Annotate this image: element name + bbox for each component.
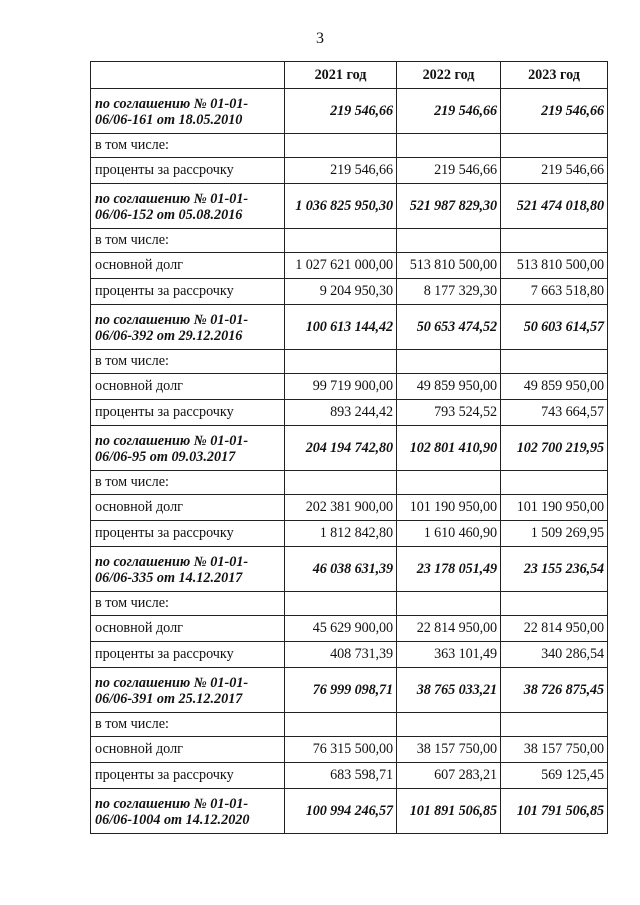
- value-2023: 101 791 506,85: [501, 789, 608, 834]
- debt-table: [90, 61, 608, 834]
- row-label: в том числе:: [91, 134, 285, 158]
- value-2021: 76 999 098,71: [285, 668, 397, 713]
- value-2022: 22 814 950,00: [397, 616, 501, 642]
- value-2021: 893 244,42: [285, 400, 397, 426]
- value-2021: [285, 713, 397, 737]
- agreement-row: [91, 547, 608, 592]
- value-2023: 50 603 614,57: [501, 305, 608, 350]
- value-2022: 49 859 950,00: [397, 374, 501, 400]
- table-row: [91, 642, 608, 668]
- row-label: в том числе:: [91, 229, 285, 253]
- value-2023: 569 125,45: [501, 763, 608, 789]
- agreement-row: [91, 668, 608, 713]
- subheading-row: [91, 134, 608, 158]
- value-2021: 45 629 900,00: [285, 616, 397, 642]
- value-2022: 38 157 750,00: [397, 737, 501, 763]
- value-2021: [285, 229, 397, 253]
- value-2021: 219 546,66: [285, 158, 397, 184]
- table-row: [91, 158, 608, 184]
- value-2021: 100 613 144,42: [285, 305, 397, 350]
- value-2022: 23 178 051,49: [397, 547, 501, 592]
- value-2023: 1 509 269,95: [501, 521, 608, 547]
- value-2023: 49 859 950,00: [501, 374, 608, 400]
- header-year-2023: 2023 год: [501, 62, 608, 89]
- row-label: в том числе:: [91, 471, 285, 495]
- value-2023: 102 700 219,95: [501, 426, 608, 471]
- value-2022: 8 177 329,30: [397, 279, 501, 305]
- table-row: [91, 495, 608, 521]
- row-label: основной долг: [91, 374, 285, 400]
- value-2023: [501, 134, 608, 158]
- value-2022: 363 101,49: [397, 642, 501, 668]
- table-row: [91, 374, 608, 400]
- row-label: по соглашению № 01-01-06/06-392 от 29.12.2016: [91, 305, 285, 350]
- value-2022: 50 653 474,52: [397, 305, 501, 350]
- row-label: по соглашению № 01-01-06/06-95 от 09.03.2017: [91, 426, 285, 471]
- subheading-row: [91, 229, 608, 253]
- value-2022: [397, 471, 501, 495]
- value-2023: 513 810 500,00: [501, 253, 608, 279]
- value-2021: 99 719 900,00: [285, 374, 397, 400]
- value-2021: 1 036 825 950,30: [285, 184, 397, 229]
- subheading-row: [91, 592, 608, 616]
- value-2022: [397, 592, 501, 616]
- value-2022: 793 524,52: [397, 400, 501, 426]
- row-label: проценты за рассрочку: [91, 400, 285, 426]
- value-2023: 23 155 236,54: [501, 547, 608, 592]
- agreement-row: [91, 89, 608, 134]
- value-2022: 101 190 950,00: [397, 495, 501, 521]
- row-label: основной долг: [91, 616, 285, 642]
- value-2021: 46 038 631,39: [285, 547, 397, 592]
- row-label: основной долг: [91, 495, 285, 521]
- value-2021: [285, 350, 397, 374]
- row-label: в том числе:: [91, 592, 285, 616]
- row-label: основной долг: [91, 253, 285, 279]
- table-row: [91, 616, 608, 642]
- value-2021: 1 812 842,80: [285, 521, 397, 547]
- value-2023: 340 286,54: [501, 642, 608, 668]
- value-2022: 607 283,21: [397, 763, 501, 789]
- agreement-row: [91, 305, 608, 350]
- row-label: проценты за рассрочку: [91, 279, 285, 305]
- agreement-row: [91, 426, 608, 471]
- value-2023: 219 546,66: [501, 89, 608, 134]
- value-2023: 101 190 950,00: [501, 495, 608, 521]
- row-label: по соглашению № 01-01-06/06-161 от 18.05.2010: [91, 89, 285, 134]
- subheading-row: [91, 471, 608, 495]
- value-2022: 219 546,66: [397, 158, 501, 184]
- row-label: по соглашению № 01-01-06/06-335 от 14.12.2017: [91, 547, 285, 592]
- value-2021: 202 381 900,00: [285, 495, 397, 521]
- value-2023: 7 663 518,80: [501, 279, 608, 305]
- value-2023: 521 474 018,80: [501, 184, 608, 229]
- value-2022: [397, 134, 501, 158]
- value-2021: 9 204 950,30: [285, 279, 397, 305]
- value-2023: 38 157 750,00: [501, 737, 608, 763]
- value-2023: 22 814 950,00: [501, 616, 608, 642]
- value-2022: [397, 713, 501, 737]
- value-2022: 1 610 460,90: [397, 521, 501, 547]
- agreement-row: [91, 184, 608, 229]
- value-2021: [285, 471, 397, 495]
- value-2022: 101 891 506,85: [397, 789, 501, 834]
- header-year-2022: 2022 год: [397, 62, 501, 89]
- table-row: [91, 279, 608, 305]
- page-number: 3: [316, 30, 324, 47]
- row-label: в том числе:: [91, 350, 285, 374]
- row-label: проценты за рассрочку: [91, 158, 285, 184]
- table-body: [91, 89, 608, 834]
- value-2023: [501, 229, 608, 253]
- row-label: по соглашению № 01-01-06/06-152 от 05.08.2016: [91, 184, 285, 229]
- table-row: [91, 400, 608, 426]
- value-2021: [285, 592, 397, 616]
- row-label: проценты за рассрочку: [91, 521, 285, 547]
- value-2022: 38 765 033,21: [397, 668, 501, 713]
- agreement-row: [91, 789, 608, 834]
- value-2022: 102 801 410,90: [397, 426, 501, 471]
- table-row: [91, 521, 608, 547]
- header-year-2021: 2021 год: [285, 62, 397, 89]
- value-2022: 219 546,66: [397, 89, 501, 134]
- value-2022: 513 810 500,00: [397, 253, 501, 279]
- row-label: в том числе:: [91, 713, 285, 737]
- value-2023: [501, 350, 608, 374]
- row-label: основной долг: [91, 737, 285, 763]
- header-label-cell: [91, 62, 285, 89]
- table-header-row: [91, 62, 608, 89]
- value-2021: 219 546,66: [285, 89, 397, 134]
- row-label: по соглашению № 01-01-06/06-391 от 25.12.2017: [91, 668, 285, 713]
- row-label: проценты за рассрочку: [91, 763, 285, 789]
- value-2021: 1 027 621 000,00: [285, 253, 397, 279]
- subheading-row: [91, 713, 608, 737]
- table-row: [91, 253, 608, 279]
- value-2022: [397, 350, 501, 374]
- value-2023: 38 726 875,45: [501, 668, 608, 713]
- value-2022: [397, 229, 501, 253]
- value-2021: 408 731,39: [285, 642, 397, 668]
- table-row: [91, 763, 608, 789]
- value-2021: 76 315 500,00: [285, 737, 397, 763]
- value-2021: 100 994 246,57: [285, 789, 397, 834]
- value-2023: 743 664,57: [501, 400, 608, 426]
- row-label: проценты за рассрочку: [91, 642, 285, 668]
- value-2023: [501, 713, 608, 737]
- value-2021: 204 194 742,80: [285, 426, 397, 471]
- value-2021: 683 598,71: [285, 763, 397, 789]
- value-2023: [501, 471, 608, 495]
- row-label: по соглашению № 01-01-06/06-1004 от 14.12.2020: [91, 789, 285, 834]
- table-row: [91, 737, 608, 763]
- value-2022: 521 987 829,30: [397, 184, 501, 229]
- value-2023: [501, 592, 608, 616]
- subheading-row: [91, 350, 608, 374]
- value-2021: [285, 134, 397, 158]
- value-2023: 219 546,66: [501, 158, 608, 184]
